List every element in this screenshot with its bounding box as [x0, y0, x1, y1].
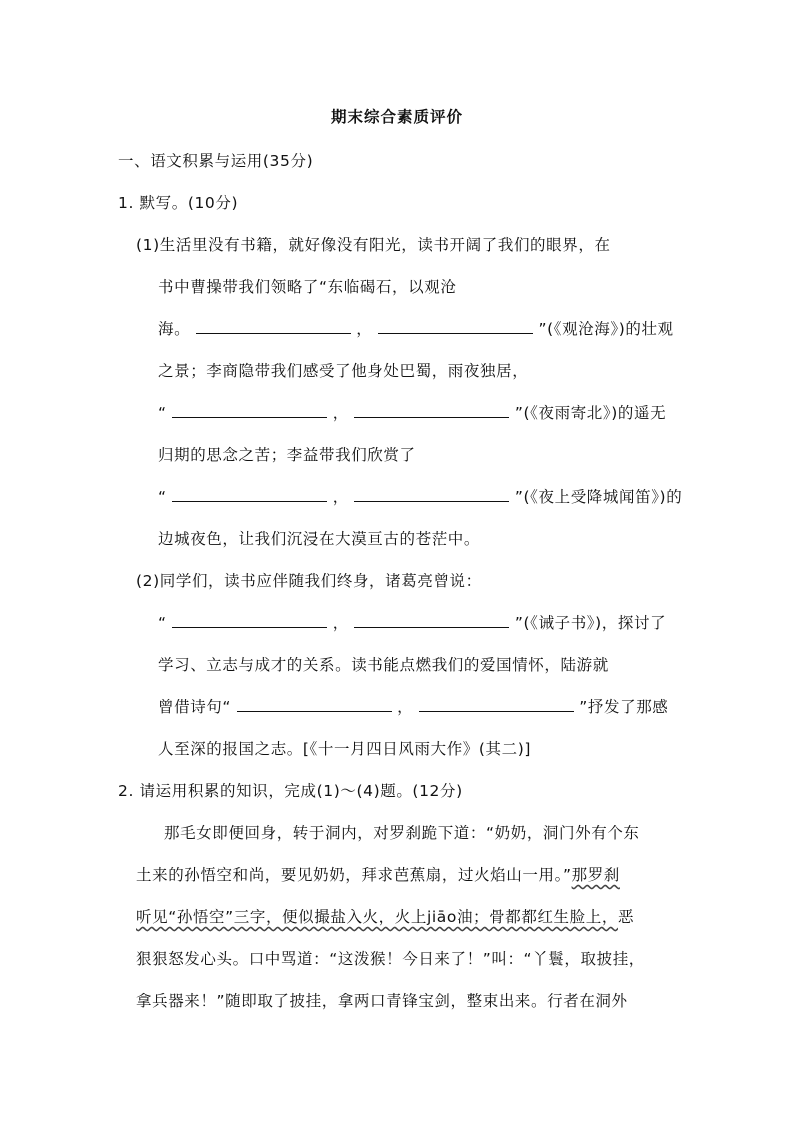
q1-p1-line5 — [158, 403, 666, 423]
question-1-heading: 1. 默写。(10分) — [118, 194, 239, 212]
q1-p2-line2 — [158, 613, 666, 633]
line-text: ”(《观沧海》)的壮观 — [538, 320, 674, 338]
q1-p1-line8: 边城夜色，让我们沉浸在大漠亘古的苍茫中。 — [158, 530, 481, 548]
open-quote: “ — [158, 488, 167, 506]
page-title: 期末综合素质评价 — [330, 108, 463, 126]
line-text: ”(《夜雨寄北》)的遥无 — [514, 404, 667, 422]
line-text: 曾借诗句“ — [158, 698, 232, 716]
q1-p2-line1: (2)同学们，读书应伴随我们终身，诸葛亮曾说： — [136, 572, 482, 590]
passage-text: 恶 — [617, 908, 635, 926]
passage-line2 — [136, 865, 620, 885]
line-text: ”(《夜上受降城闻笛》)的 — [514, 488, 683, 506]
line-text: ”(《诫子书》)，探讨了 — [514, 614, 667, 632]
wavy-underlined-text: 那罗刹 — [571, 866, 620, 884]
comma: ， — [332, 614, 349, 632]
line-text: 海。 — [158, 320, 191, 338]
line-text: ”抒发了那感 — [579, 698, 669, 716]
fill-blank[interactable] — [172, 404, 327, 418]
fill-blank[interactable] — [354, 614, 509, 628]
section-heading: 一、语文积累与运用(35分) — [118, 152, 314, 170]
passage-line3 — [136, 907, 634, 927]
fill-blank[interactable] — [354, 488, 509, 502]
comma: ， — [397, 698, 414, 716]
passage-text: 土来的孙悟空和尚，要见奶奶，拜求芭蕉扇，过火焰山一用。” — [136, 866, 572, 884]
q1-p2-line5: 人至深的报国之志。[《十一月四日风雨大作》(其二)] — [158, 740, 532, 758]
q1-p1-line6: 归期的思念之苦；李益带我们欣赏了 — [158, 446, 416, 464]
wavy-underlined-text: 听见“孙悟空”三字，便似撮盐入火，火上jiāo油；骨都都红生脸上， — [136, 908, 618, 926]
comma: ， — [356, 320, 373, 338]
comma: ， — [332, 488, 349, 506]
q1-p1-line3 — [158, 319, 674, 339]
question-2-heading: 2. 请运用积累的知识，完成(1)～(4)题。(12分) — [118, 782, 463, 800]
q1-p1-line2: 书中曹操带我们领略了“东临碣石，以观沧 — [158, 278, 457, 296]
q1-p1-line7 — [158, 487, 682, 507]
fill-blank[interactable] — [172, 488, 327, 502]
passage-line5: 拿兵器来！”随即取了披挂，拿两口青锋宝剑，整束出来。行者在洞外 — [136, 992, 628, 1010]
open-quote: “ — [158, 614, 167, 632]
passage-line1: 那毛女即便回身，转于洞内，对罗刹跪下道：“奶奶，洞门外有个东 — [164, 824, 640, 842]
fill-blank[interactable] — [196, 320, 351, 334]
comma: ， — [332, 404, 349, 422]
fill-blank[interactable] — [419, 698, 574, 712]
q1-p2-line4 — [158, 697, 668, 717]
q1-p1-line1: (1)生活里没有书籍，就好像没有阳光，读书开阔了我们的眼界，在 — [136, 236, 611, 254]
q1-p1-line4: 之景；李商隐带我们感受了他身处巴蜀，雨夜独居， — [158, 362, 529, 380]
fill-blank[interactable] — [378, 320, 533, 334]
passage-line4: 狠狠怒发心头。口中骂道：“这泼猴！今日来了！”叫：“丫鬟，取披挂， — [136, 950, 645, 968]
fill-blank[interactable] — [237, 698, 392, 712]
open-quote: “ — [158, 404, 167, 422]
q1-p2-line3: 学习、立志与成才的关系。读书能点燃我们的爱国情怀，陆游就 — [158, 656, 609, 674]
fill-blank[interactable] — [354, 404, 509, 418]
fill-blank[interactable] — [172, 614, 327, 628]
